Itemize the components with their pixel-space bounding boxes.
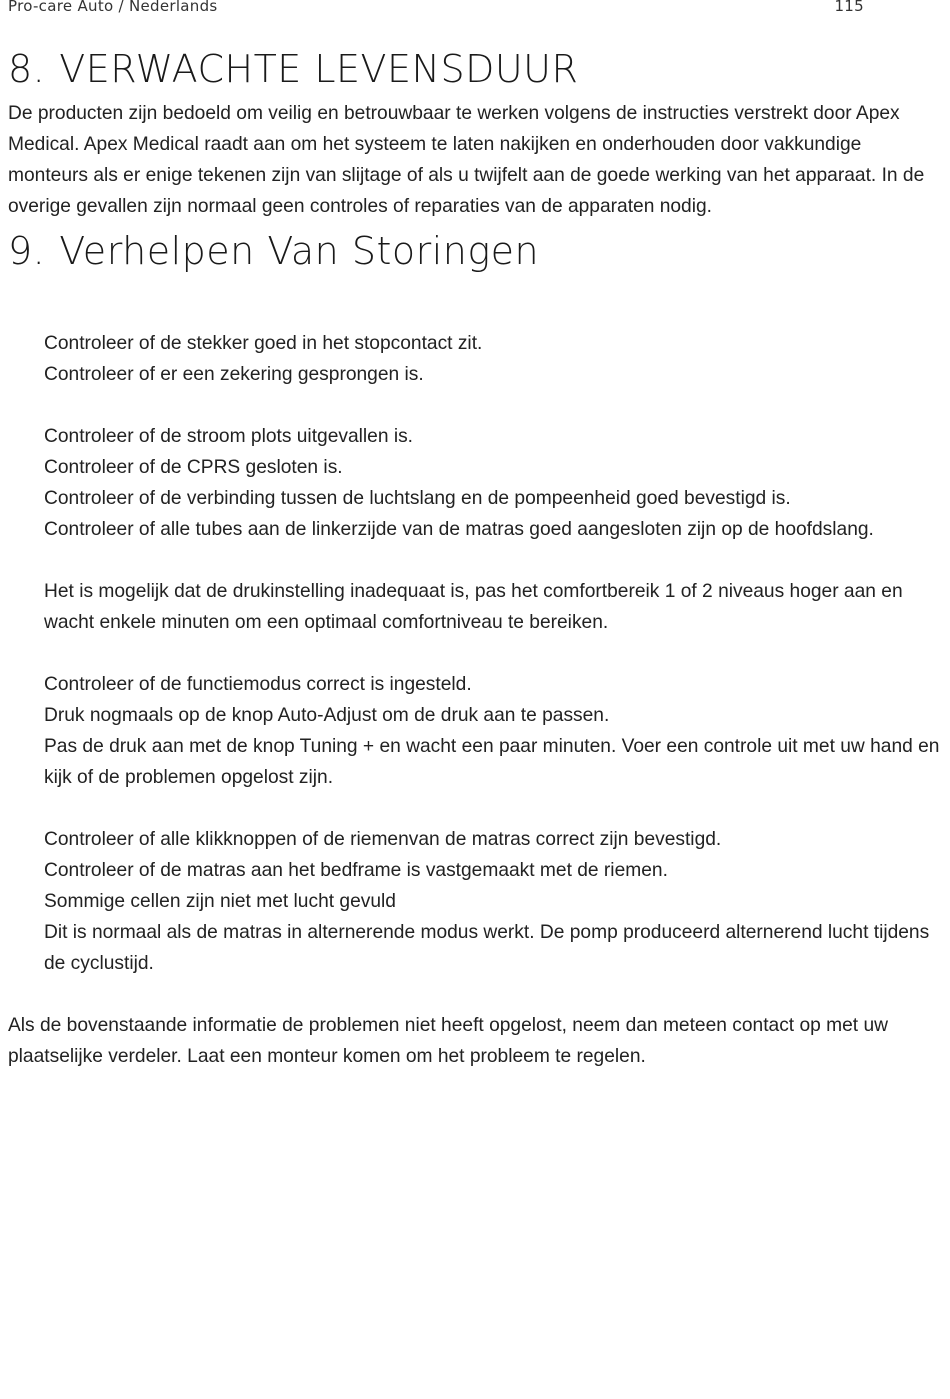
step-line: Het is mogelijk dat de drukinstelling inadequaat is, pas het comfortbereik 1 of 2 niveaus hoger aan en wacht enkele minuten om een optimaal comfortniveau te bereiken. — [44, 581, 903, 633]
step-group — [44, 576, 940, 638]
step-line: Controleer of er een zekering gesprongen is. — [44, 364, 424, 385]
step-line: Controleer of de CPRS gesloten is. — [44, 457, 343, 478]
document-title: Pro-care Auto / Nederlands — [8, 0, 218, 15]
step-line: Sommige cellen zijn niet met lucht gevuld — [44, 891, 396, 912]
troubleshooting-steps — [8, 328, 940, 979]
step-group — [44, 824, 940, 979]
section-8-paragraph: De producten zijn bedoeld om veilig en betrouwbaar te werken volgens de instructies verstrekt door Apex Medical. Apex Medical raadt aan om het systeem te laten nakijken en onderhouden door vakkundige monteurs als er enige tekenen zijn van slijtage of als u twijfelt aan de goede werking van het apparaat. In de overige gevallen zijn normaal geen controles of reparaties van de apparaten nodig. — [8, 103, 925, 217]
step-line: Pas de druk aan met de knop Tuning + en wacht een paar minuten. Voer een controle uit met uw hand en kijk of de problemen opgelost zijn. — [44, 736, 940, 788]
step-line: Controleer of alle tubes aan de linkerzijde van de matras goed aangesloten zijn op de hoofdslang. — [44, 519, 874, 540]
page-number: 115 — [834, 0, 864, 15]
section-9-title: Verhelpen Van Storingen — [59, 229, 540, 273]
section-8-number: 8. — [8, 47, 46, 91]
step-line: Dit is normaal als de matras in alternerende modus werkt. De pomp produceerd alternerend lucht tijdens de cyclustijd. — [44, 922, 930, 974]
section-8-heading — [8, 40, 938, 98]
step-line: Druk nogmaals op de knop Auto-Adjust om de druk aan te passen. — [44, 705, 610, 726]
step-line: Controleer of de verbinding tussen de luchtslang en de pompeenheid goed bevestigd is. — [44, 488, 791, 509]
step-line: Controleer of de stekker goed in het stopcontact zit. — [44, 333, 483, 354]
step-line: Controleer of de stroom plots uitgevallen is. — [44, 426, 414, 447]
step-group — [44, 328, 940, 390]
step-line: Controleer of de functiemodus correct is ingesteld. — [44, 674, 472, 695]
step-line: Controleer of alle klikknoppen of de riemenvan de matras correct zijn bevestigd. — [44, 829, 722, 850]
step-line: Controleer of de matras aan het bedframe is vastgemaakt met de riemen. — [44, 860, 668, 881]
section-9-heading — [8, 222, 938, 280]
page-header — [8, 0, 868, 20]
step-group — [44, 421, 940, 545]
closing-paragraph: Als de bovenstaande informatie de problemen niet heeft opgelost, neem dan meteen contact op met uw plaatselijke verdeler. Laat een monteur komen om het probleem te regelen. — [8, 1015, 888, 1067]
step-group — [44, 669, 940, 793]
page-content — [8, 40, 938, 1072]
section-9-number: 9. — [8, 229, 46, 273]
section-8-title: VERWACHTE LEVENSDUUR — [59, 47, 579, 91]
